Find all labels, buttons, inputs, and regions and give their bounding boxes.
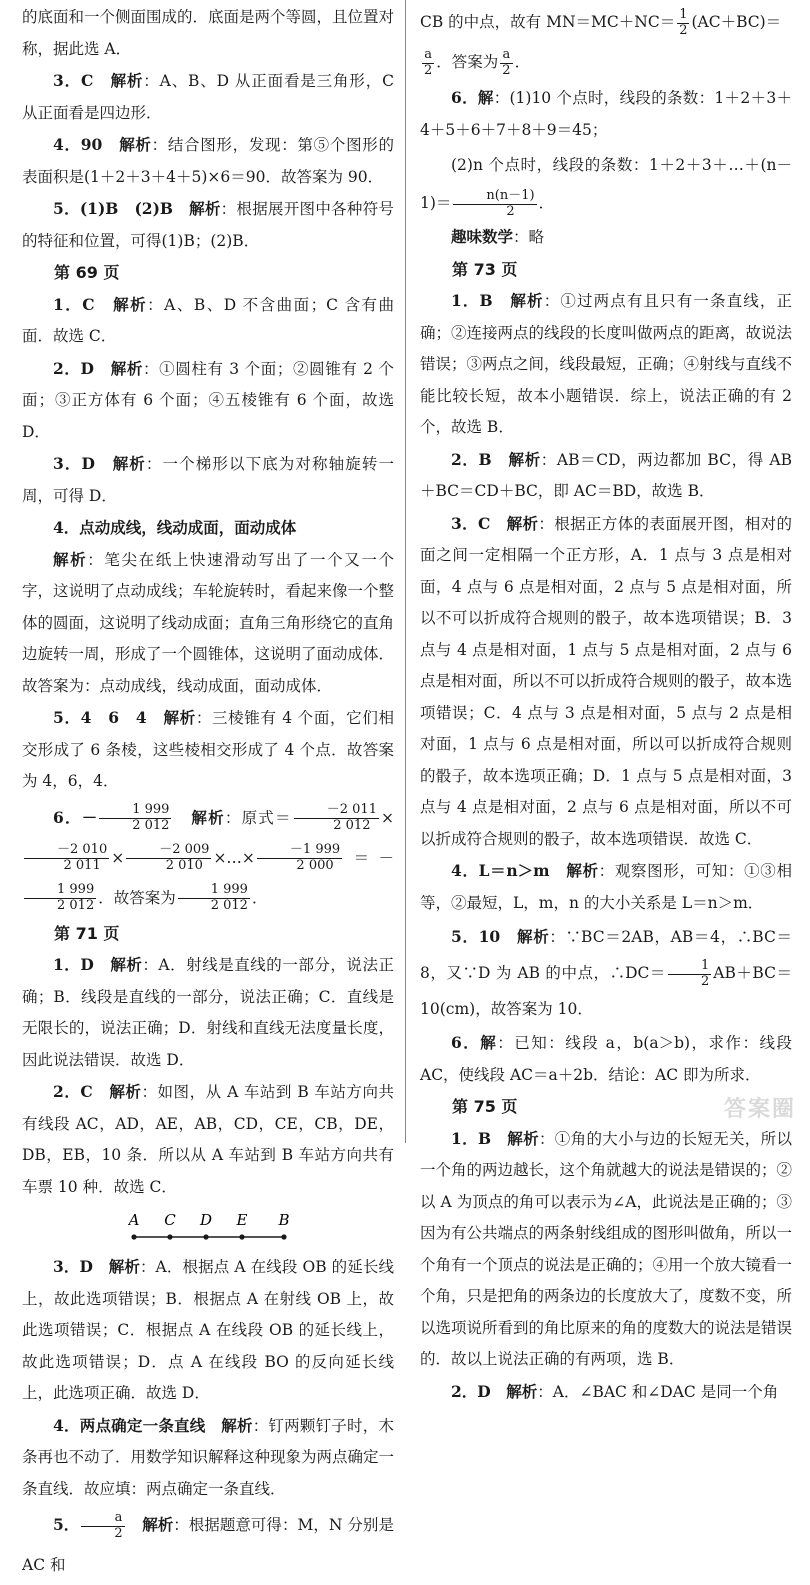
fraction: $\frac{1 999}{2 012}$ [178, 883, 250, 914]
answer-number: 5． [53, 1515, 80, 1534]
point-dot [281, 1234, 286, 1239]
answer-item [22, 193, 394, 257]
watermark: 答案圈 [723, 1096, 796, 1122]
times-sign: × [111, 848, 125, 867]
answer-item [420, 1027, 792, 1091]
analysis-label: 解析 [109, 1083, 142, 1101]
answer-number: 2．C [53, 1082, 93, 1101]
analysis-label: 解析 [506, 514, 539, 533]
answer-text: (2)n 个点时，线段的条数：1＋2＋3＋…＋(n－1)＝ [420, 156, 792, 212]
answer-number: 4．两点确定一条直线 [53, 1415, 206, 1435]
answer-text: ．故答案为 [98, 888, 176, 907]
answer-item [420, 1376, 792, 1409]
answer-text: ：原式＝ [224, 808, 292, 827]
right-column [420, 2, 792, 1408]
fun-math [420, 222, 792, 254]
fraction: $\frac{-1 999}{2 000}$ [257, 843, 342, 874]
answer-item [22, 353, 394, 449]
analysis-label: 解析 [110, 359, 144, 378]
answer-text: ：根据展开图中各种符号的特征和位置，可得(1)B；(2)B． [22, 200, 394, 250]
continuation-text [420, 42, 792, 82]
analysis-label: 解析 [191, 808, 225, 827]
answer-number: 2．B [451, 449, 492, 469]
equals-sign: ＝－ [344, 848, 394, 867]
analysis-label: 解析 [110, 956, 143, 974]
answer-text: ． [251, 888, 268, 907]
analysis-label: 解析 [163, 709, 196, 727]
answer-item [420, 855, 792, 919]
analysis-label: 解析 [113, 295, 148, 314]
answer-number: 4．L＝n＞m [451, 861, 550, 880]
answer-item [22, 1505, 394, 1585]
analysis-label: 解析 [507, 1129, 539, 1148]
column-divider [405, 0, 406, 1143]
answer-number: 3．D [53, 454, 95, 473]
answer-text: ：∵BC＝2AB，AB＝4，∴BC＝8，又∵D 为 AB 的中点，∴DC＝ [420, 928, 792, 982]
fraction: $\frac{a}{2}$ [424, 46, 433, 78]
answer-number: 3．C [53, 71, 94, 90]
answer-text: ：观察图形，可知：①③相等，②最短，L，m，n 的大小关系是 L＝n＞m． [420, 862, 792, 912]
answer-number: 5．(1)B (2)B [53, 199, 174, 218]
point-dot [203, 1234, 208, 1239]
answer-text: ：钉两颗钉子时，木条再也不动了．用数学知识解释这种现象为两点确定一条直线．故应填：两点确定一条直线． [22, 1416, 395, 1498]
answer-text: ：结合图形，发现：第⑤个图形的表面积是(1＋2＋3＋4＋5)×6＝90．故答案为 90． [22, 136, 394, 186]
answer-text: ：三棱锥有 4 个面，它们相交形成了 6 条棱，这些棱相交形成了 4 个点．故答案为 4，6，4． [22, 709, 394, 790]
page-heading: 第 73 页 [452, 259, 518, 279]
point-label: E [236, 1211, 248, 1229]
answer-text: (AC＋BC)＝ [691, 13, 782, 31]
answer-number: 4．90 [53, 135, 103, 154]
point-label: C [164, 1211, 176, 1229]
page-heading: 第 75 页 [452, 1097, 518, 1116]
answer-text: ：①角的大小与边的长短无关，所以一个角的两边越长，这个角就越大的说法是错误的；②以 A 为顶点的角可以表示为∠A，此说法是正确的；③因为有公共端点的两条射线组成的图形叫做角，所以一个角有一个顶点的说法是正确的；④用一个放大镜看一个角，只是把角的两条边的长度放大了，度数不变，所以选项说所看到的角比原来的角的度数大的说法是错误的．故以上说法正确的有两项，选 B． [420, 1129, 793, 1368]
answer-item [420, 1123, 792, 1376]
answer-number: 6．－ [53, 807, 98, 827]
answer-number: 1．D [53, 955, 94, 974]
answer-text: ：略 [513, 228, 545, 246]
analysis-label: 解析 [508, 450, 541, 469]
analysis-label: 解析 [189, 200, 221, 218]
answer-text: AB＋BC＝10(cm)，故答案为 10． [420, 964, 792, 1018]
answer-text: ：①圆柱有 3 个面；②圆锥有 2 个面；③正方体有 6 个面；④五棱锥有 6 个面，故选 D． [22, 359, 394, 441]
answer-item [22, 289, 394, 353]
answer-number: 1．C [53, 294, 95, 314]
answer-number: 5．4 6 4 [53, 708, 147, 727]
line-segment-figure [22, 1207, 394, 1249]
point-dot [131, 1234, 136, 1239]
answer-text: ：AB＝CD，两边都加 BC，得 AB＋BC＝CD＋BC，即 AC＝BD，故选 B． [420, 450, 792, 500]
answer-text: ． [514, 53, 531, 71]
answer-text: ：一个梯形以下底为对称轴旋转一周，可得 D． [22, 455, 394, 505]
point-label: D [199, 1211, 213, 1229]
continuation-text: 的底面和一个侧面围成的．底面是两个等圆，且位置对称，据此选 A． [22, 8, 395, 58]
answer-number: 3．C [451, 513, 491, 533]
answer-item [420, 508, 792, 856]
answer-text: ：①过两点有且只有一条直线，正确；②连接两点的线段的长度叫做两点的距离，故说法错误；③两点之间，线段最短，正确；④射线与直线不能比较长短，故本小题错误．综上，说法正确的有 2 个，故选 B． [420, 292, 793, 436]
answer-item [420, 146, 792, 222]
answer-number: 1．B [451, 291, 493, 310]
answer-number: 1．B [451, 1128, 492, 1148]
answer-number: 2．D [53, 358, 94, 378]
answer-text: ：A．∠BAC 和∠DAC 是同一个角 [537, 1382, 779, 1401]
analysis-label: 解析 [566, 862, 599, 880]
answer-item [22, 949, 394, 1076]
answer-text: CB 的中点，故有 MN＝MC＋NC＝ [420, 13, 676, 31]
analysis-label: 解析 [510, 292, 544, 310]
answer-number: 6．解 [451, 1033, 498, 1052]
fraction: $\frac{a}{2}$ [81, 1511, 124, 1542]
answer-text: ：根据正方体的表面展开图，相对的面之间一定相隔一个正方形，A．1 点与 3 点是相对面，4 点与 6 点是相对面，2 点与 5 点是相对面，所以不可以折成符合规则的骰子，故本选项错误；B．3 点与 4 点是相对面，1 点与 5 点是相对面，2 点与 6 点是相对面，所以不可以折成符合规则的骰子，故本选项错误；C．4 点与 3 点是相对面，5 点与 2 点是相对面，1 点与 6 点是相对面，所以可以折成符合规则的骰子，故本选项正确；D．1 点与 5 点是相对面，3 点与 4 点是相对面，2 点与 6 点是相对面，所以不可以折成符合规则的骰子，故本选项错误．故选 C． [420, 514, 793, 848]
answer-number: 5．10 [451, 927, 501, 946]
analysis-label: 解析 [142, 1516, 174, 1534]
fraction: $\frac{1 999}{2 012}$ [99, 803, 171, 834]
answer-number: 4．点动成线，线动成面，面动成体 [53, 518, 297, 537]
answer-text: ：A．射线是直线的一部分，说法正确；B．线段是直线的一部分，说法正确；C．直线是无限长的，说法正确；D．射线和直线无法度量长度，因此说法错误．故选 D． [22, 956, 394, 1069]
point-label: B [278, 1211, 290, 1229]
left-column [22, 2, 394, 1585]
answer-text: ：如图，从 A 车站到 B 车站方向共有线段 AC，AD，AE，AB，CD，CE，CB，DE，DB，EB，10 条．所以从 A 车站到 B 车站方向共有车票 10 种．故选 C． [22, 1083, 394, 1196]
answer-text: ：笔尖在纸上快速滑动写出了一个又一个字，这说明了点动成线；车轮旋转时，看起来像一个整体的圆面，这说明了线动成面；直角三角形绕它的直角边旋转一周，形成了一个圆锥体，这说明了面动成体．故答案为：点动成线，线动成面，面动成体． [22, 550, 395, 695]
point-dot [167, 1234, 172, 1239]
page-heading: 第 71 页 [54, 923, 120, 943]
answer-text: ：已知：线段 a，b(a＞b)，求作：线段 AC，使线段 AC＝a＋2b．结论：AC 即为所求． [420, 1034, 792, 1084]
fraction: $\frac{1}{2}$ [668, 959, 711, 990]
analysis-label: 解析 [506, 1382, 538, 1401]
fun-math-label: 趣味数学 [451, 228, 514, 246]
analysis-label: 解析 [221, 1416, 253, 1435]
answer-text: ．答案为 [436, 53, 499, 71]
answer-item [22, 702, 394, 798]
answer-item [420, 285, 792, 444]
analysis-label: 解析 [517, 928, 550, 946]
answer-text: ：A、B、D 从正面看是三角形，C 从正面看是四边形． [22, 72, 394, 122]
answer-text: ：A、B、D 不含曲面；C 含有曲面．故选 C． [22, 295, 394, 345]
analysis-label: 解析 [53, 550, 88, 569]
times-sign: × [380, 808, 394, 827]
analysis-label: 解析 [119, 136, 152, 154]
point-label: A [128, 1211, 140, 1229]
answer-item [22, 65, 394, 129]
answer-item-fractions [22, 798, 394, 918]
fraction: $\frac{a}{2}$ [502, 46, 511, 78]
answer-item [22, 1410, 394, 1506]
continuation-text [420, 2, 792, 42]
fraction: $\frac{-2 011}{2 012}$ [294, 803, 379, 834]
analysis-label: 解析 [110, 72, 144, 90]
answer-text: ：A．根据点 A 在线段 OB 的延长线上，故此选项错误；B．根据点 A 在射线 OB 上，故此选项错误；C．根据点 A 在线段 OB 的延长线上，故此选项错误；D．点 A 在线段 BO 的反向延长线上，此选项正确．故选 D． [22, 1258, 394, 1402]
answer-item [22, 545, 394, 703]
fraction: $\frac{n(n-1)}{2}$ [453, 189, 536, 220]
answer-number: 3．D [53, 1257, 93, 1276]
answer-number: 6．解 [451, 88, 494, 107]
fraction: $\frac{1 999}{2 012}$ [24, 883, 96, 914]
fraction: $\frac{-2 010}{2 011}$ [24, 843, 109, 874]
fraction: $\frac{-2 009}{2 010}$ [126, 843, 211, 874]
answer-number: 2．D [451, 1381, 491, 1401]
answer-text: ：根据题意可得：M，N 分别是 AC 和 [22, 1516, 394, 1574]
analysis-label: 解析 [112, 455, 146, 473]
page-heading: 第 69 页 [54, 263, 120, 282]
answer-item [22, 1251, 394, 1410]
answer-item [420, 919, 792, 1027]
fraction: $\frac{1}{2}$ [679, 6, 688, 38]
answer-item [420, 82, 792, 146]
answer-text: ． [538, 194, 555, 212]
ellipsis: ×…× [213, 848, 255, 867]
answer-item [22, 129, 394, 193]
answer-item [420, 444, 792, 508]
answer-item [22, 448, 394, 512]
answer-text: ：(1)10 个点时，线段的条数：1＋2＋3＋4＋5＋6＋7＋8＋9＝45； [420, 89, 792, 139]
answer-item [22, 512, 394, 545]
segment-diagram [128, 1207, 298, 1247]
answer-item [22, 1076, 394, 1203]
analysis-label: 解析 [108, 1258, 140, 1276]
point-dot [239, 1234, 244, 1239]
